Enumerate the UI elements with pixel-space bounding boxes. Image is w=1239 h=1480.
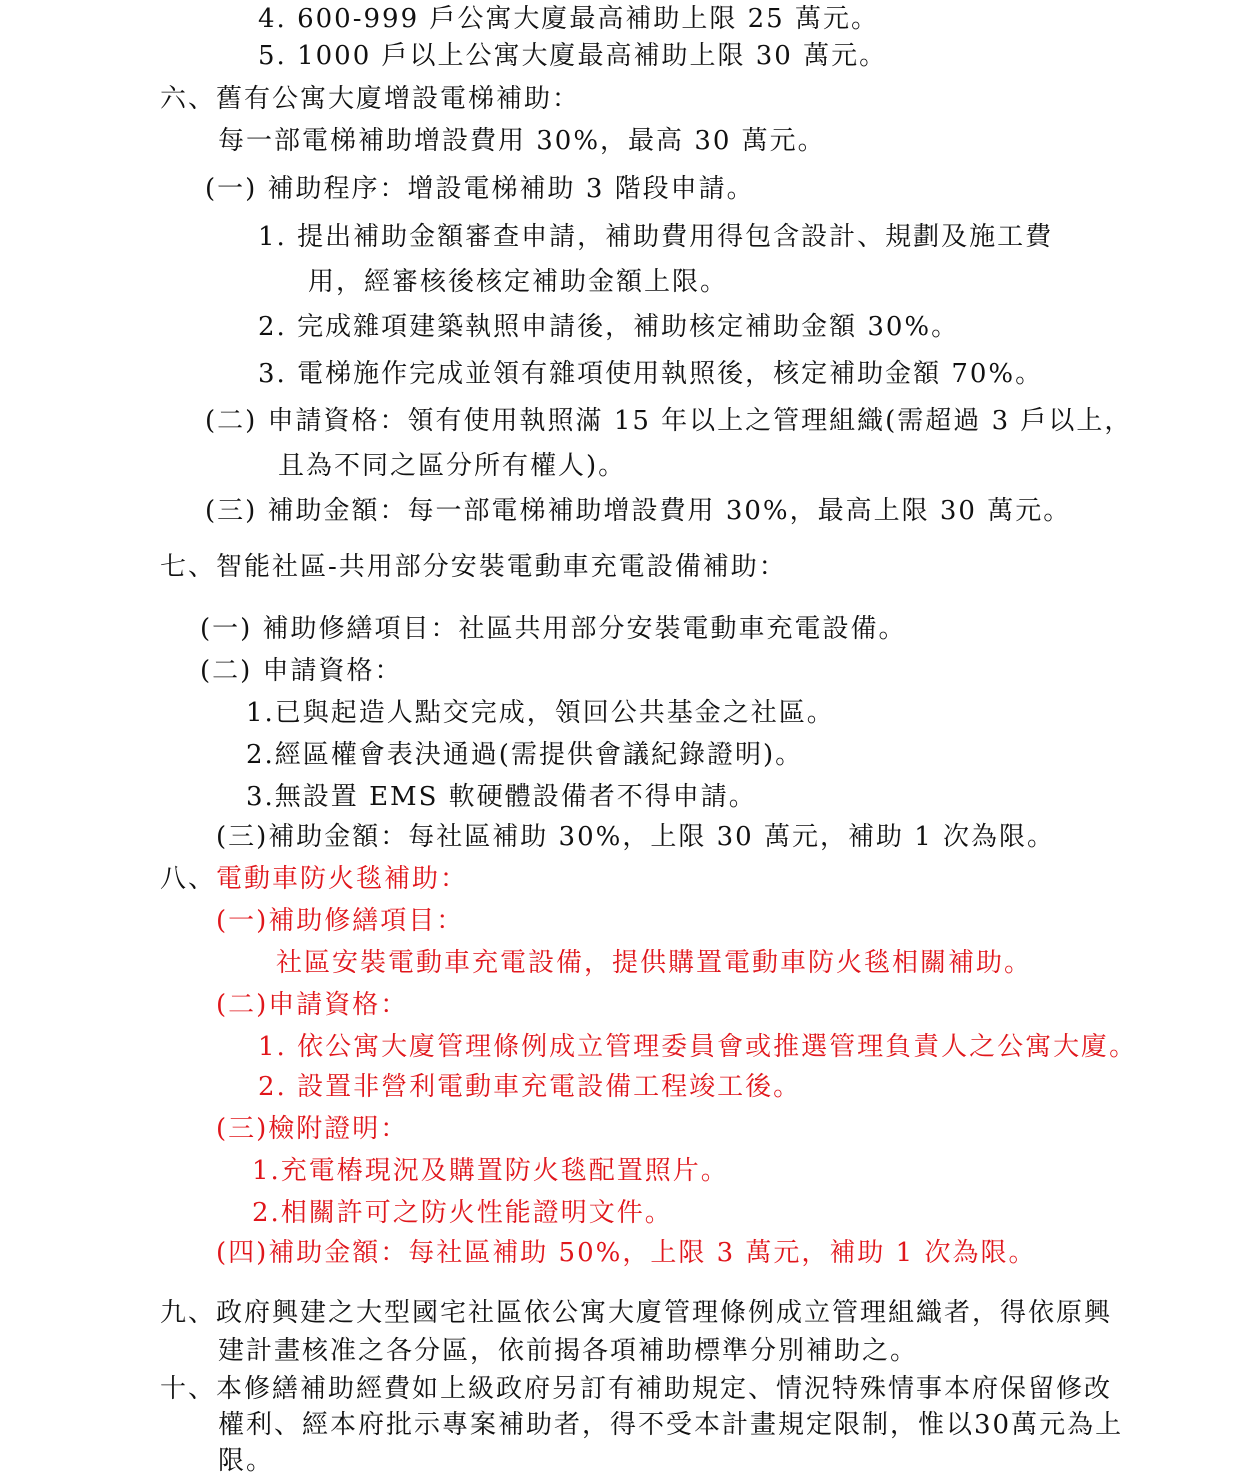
section-6-summary: 每一部電梯補助增設費用 30%，最高 30 萬元。 — [218, 126, 826, 156]
section-7-heading: 七、智能社區-共用部分安裝電動車充電設備補助： — [160, 552, 787, 582]
section-6-sub-1-step-1: 1. 提出補助金額審查申請，補助費用得包含設計、規劃及施工費 — [258, 222, 1054, 252]
section-8-sub-3: (三)檢附證明： — [216, 1114, 409, 1144]
section-8-sub-2: (二)申請資格： — [216, 990, 409, 1020]
section-8-sub-4: (四)補助金額：每社區補助 50%，上限 3 萬元，補助 1 次為限。 — [216, 1238, 1037, 1268]
section-8-sub-2-item-1: 1. 依公寓大廈管理條例成立管理委員會或推選管理負責人之公寓大廈。 — [258, 1032, 1138, 1062]
section-6-sub-3: (三) 補助金額：每一部電梯補助增設費用 30%，最高上限 30 萬元。 — [205, 496, 1072, 526]
section-6-heading: 六、舊有公寓大廈增設電梯補助： — [160, 84, 581, 114]
section-10-text-cont: 權利、經本府批示專案補助者，得不受本計畫規定限制，惟以30萬元為上 — [218, 1410, 1124, 1440]
section-7-sub-3: (三)補助金額：每社區補助 30%，上限 30 萬元，補助 1 次為限。 — [216, 822, 1056, 852]
section-6-sub-2-cont: 且為不同之區分所有權人)。 — [278, 451, 627, 481]
section-7-sub-2-item-3: 3.無設置 EMS 軟硬體設備者不得申請。 — [246, 782, 757, 812]
section-9-text: 九、政府興建之大型國宅社區依公寓大廈管理條例成立管理組織者，得依原興 — [160, 1298, 1113, 1328]
section-6-sub-1: (一) 補助程序：增設電梯補助 3 階段申請。 — [205, 174, 755, 204]
section-6-sub-1-step-3: 3. 電梯施作完成並領有雜項使用執照後，核定補助金額 70%。 — [258, 359, 1044, 389]
section-6-sub-2: (二) 申請資格：領有使用執照滿 15 年以上之管理組織(需超過 3 戶以上， — [205, 406, 1133, 436]
section-8-sub-1-detail: 社區安裝電動車充電設備，提供購置電動車防火毯相關補助。 — [276, 948, 1033, 978]
section-7-sub-2-item-2: 2.經區權會表決通過(需提供會議紀錄證明)。 — [246, 740, 804, 770]
section-7-sub-1: (一) 補助修繕項目：社區共用部分安裝電動車充電設備。 — [200, 614, 907, 644]
section-8-number: 八、 — [160, 864, 217, 894]
section-7-sub-2: (二) 申請資格： — [200, 656, 403, 686]
section-6-sub-1-step-1-cont: 用，經審核後核定補助金額上限。 — [308, 267, 729, 297]
section-9-text-cont: 建計畫核准之各分區，依前揭各項補助標準分別補助之。 — [218, 1336, 919, 1366]
section-8-heading: 電動車防火毯補助： — [216, 864, 469, 894]
text-line-item-4: 4. 600-999 戶公寓大廈最高補助上限 25 萬元。 — [258, 4, 879, 34]
section-8-sub-2-item-2: 2. 設置非營利電動車充電設備工程竣工後。 — [258, 1072, 802, 1102]
section-6-sub-1-step-2: 2. 完成雜項建築執照申請後，補助核定補助金額 30%。 — [258, 312, 960, 342]
section-8-sub-3-item-2: 2.相關許可之防火性能證明文件。 — [252, 1198, 673, 1228]
text-line-item-5: 5. 1000 戶以上公寓大廈最高補助上限 30 萬元。 — [258, 41, 888, 71]
section-10-text-end: 限。 — [218, 1446, 275, 1476]
section-8-sub-3-item-1: 1.充電樁現況及購置防火毯配置照片。 — [252, 1156, 729, 1186]
section-8-sub-1: (一)補助修繕項目： — [216, 906, 465, 936]
section-7-sub-2-item-1: 1.已與起造人點交完成，領回公共基金之社區。 — [246, 698, 835, 728]
section-10-text: 十、本修繕補助經費如上級政府另訂有補助規定、情況特殊情事本府保留修改 — [160, 1374, 1113, 1404]
